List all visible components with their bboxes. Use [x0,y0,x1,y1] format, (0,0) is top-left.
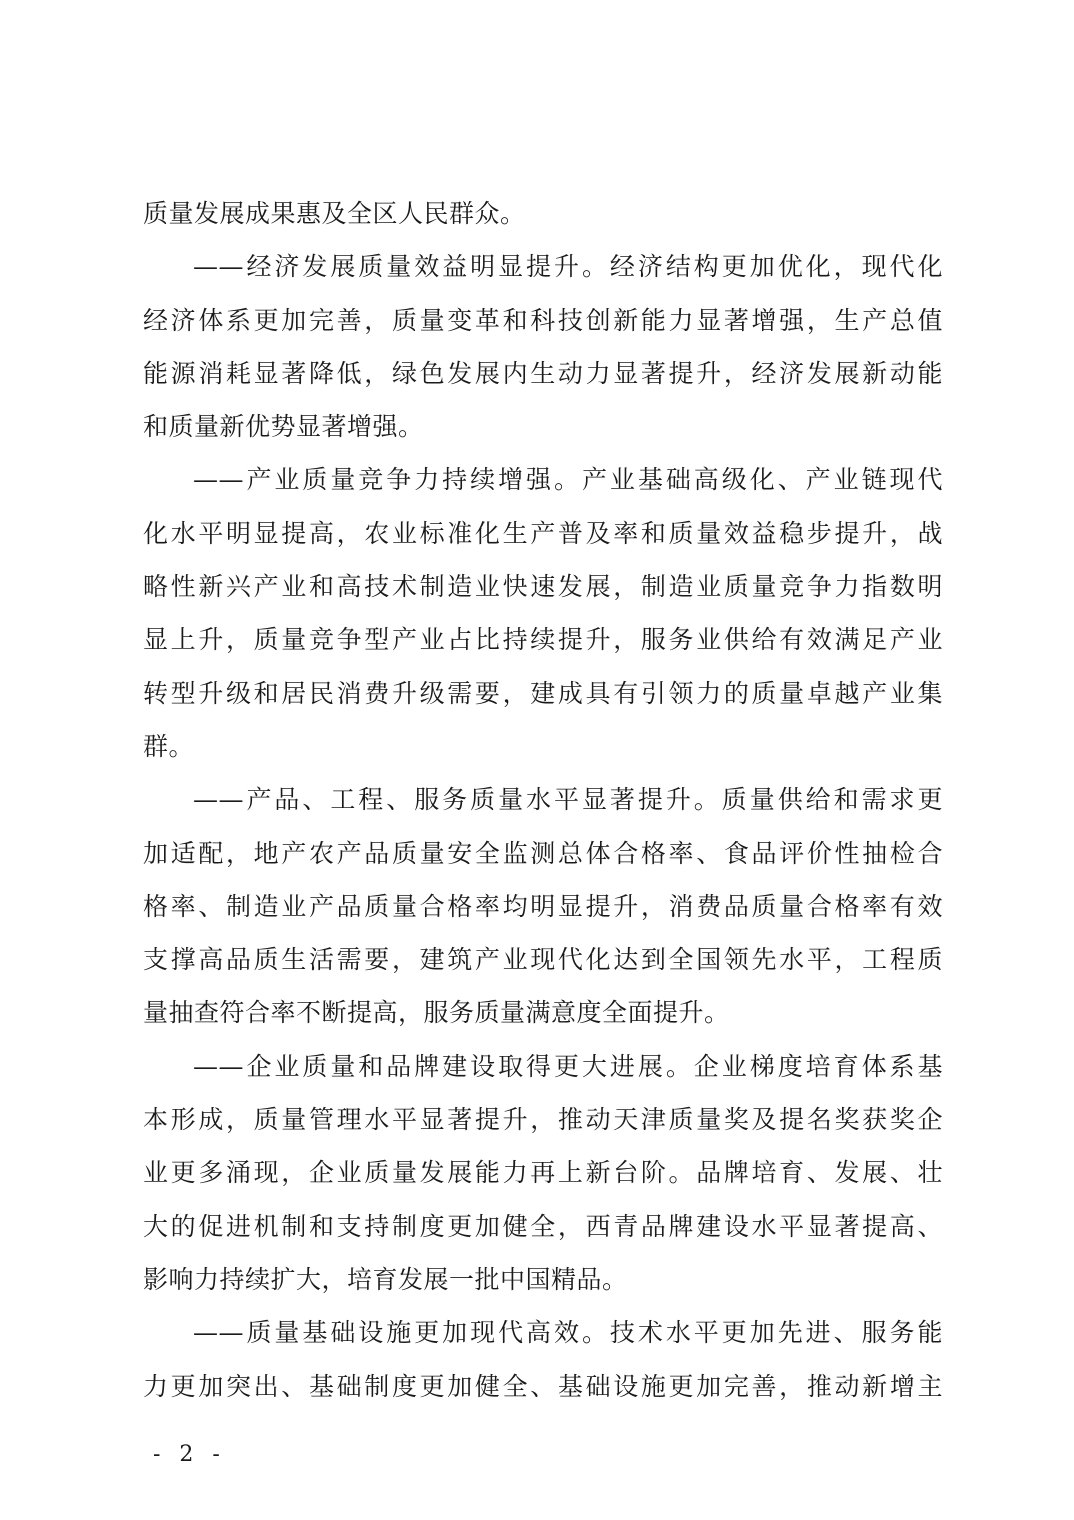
text-line: ——产品、工程、服务质量水平显著提升。质量供给和需求更 [193,785,943,815]
text-line: 业更多涌现，企业质量发展能力再上新台阶。品牌培育、发展、壮 [143,1158,943,1188]
text-line: 转型升级和居民消费升级需要，建成具有引领力的质量卓越产业集 [143,678,943,708]
text-line: ——企业质量和品牌建设取得更大进展。企业梯度培育体系基 [193,1051,943,1081]
page-number: - 2 - [153,1442,226,1467]
text-line: ——经济发展质量效益明显提升。经济结构更加优化，现代化 [193,252,943,282]
text-line: ——质量基础设施更加现代高效。技术水平更加先进、服务能 [193,1318,943,1348]
text-line: 经济体系更加完善，质量变革和科技创新能力显著增强，生产总值 [143,305,943,335]
text-line: 质量发展成果惠及全区人民群众。 [143,199,526,228]
text-line: 本形成，质量管理水平显著提升，推动天津质量奖及提名奖获奖企 [143,1105,943,1135]
text-line: 群。 [143,731,195,761]
text-line: 加适配，地产农产品质量安全监测总体合格率、食品评价性抽检合 [143,838,943,868]
text-line: 能源消耗显著降低，绿色发展内生动力显著提升，经济发展新动能 [143,358,943,388]
text-line: 量抽查符合率不断提高，服务质量满意度全面提升。 [143,998,730,1028]
text-line: ——产业质量竞争力持续增强。产业基础高级化、产业链现代 [193,465,943,495]
text-line: 略性新兴产业和高技术制造业快速发展，制造业质量竞争力指数明 [143,572,943,602]
text-line: 大的促进机制和支持制度更加健全，西青品牌建设水平显著提高、 [143,1211,943,1241]
text-line: 显上升，质量竞争型产业占比持续提升，服务业供给有效满足产业 [143,625,943,655]
body-text [143,187,943,1413]
text-line: 力更加突出、基础制度更加健全、基础设施更加完善，推动新增主 [143,1371,943,1401]
text-line: 影响力持续扩大，培育发展一批中国精品。 [143,1264,628,1294]
text-line: 格率、制造业产品质量合格率均明显提升，消费品质量合格率有效 [143,891,943,921]
text-line: 化水平明显提高，农业标准化生产普及率和质量效益稳步提升，战 [143,518,943,548]
text-line: 和质量新优势显著增强。 [143,412,424,442]
text-line: 支撑高品质生活需要，建筑产业现代化达到全国领先水平，工程质 [143,945,943,975]
